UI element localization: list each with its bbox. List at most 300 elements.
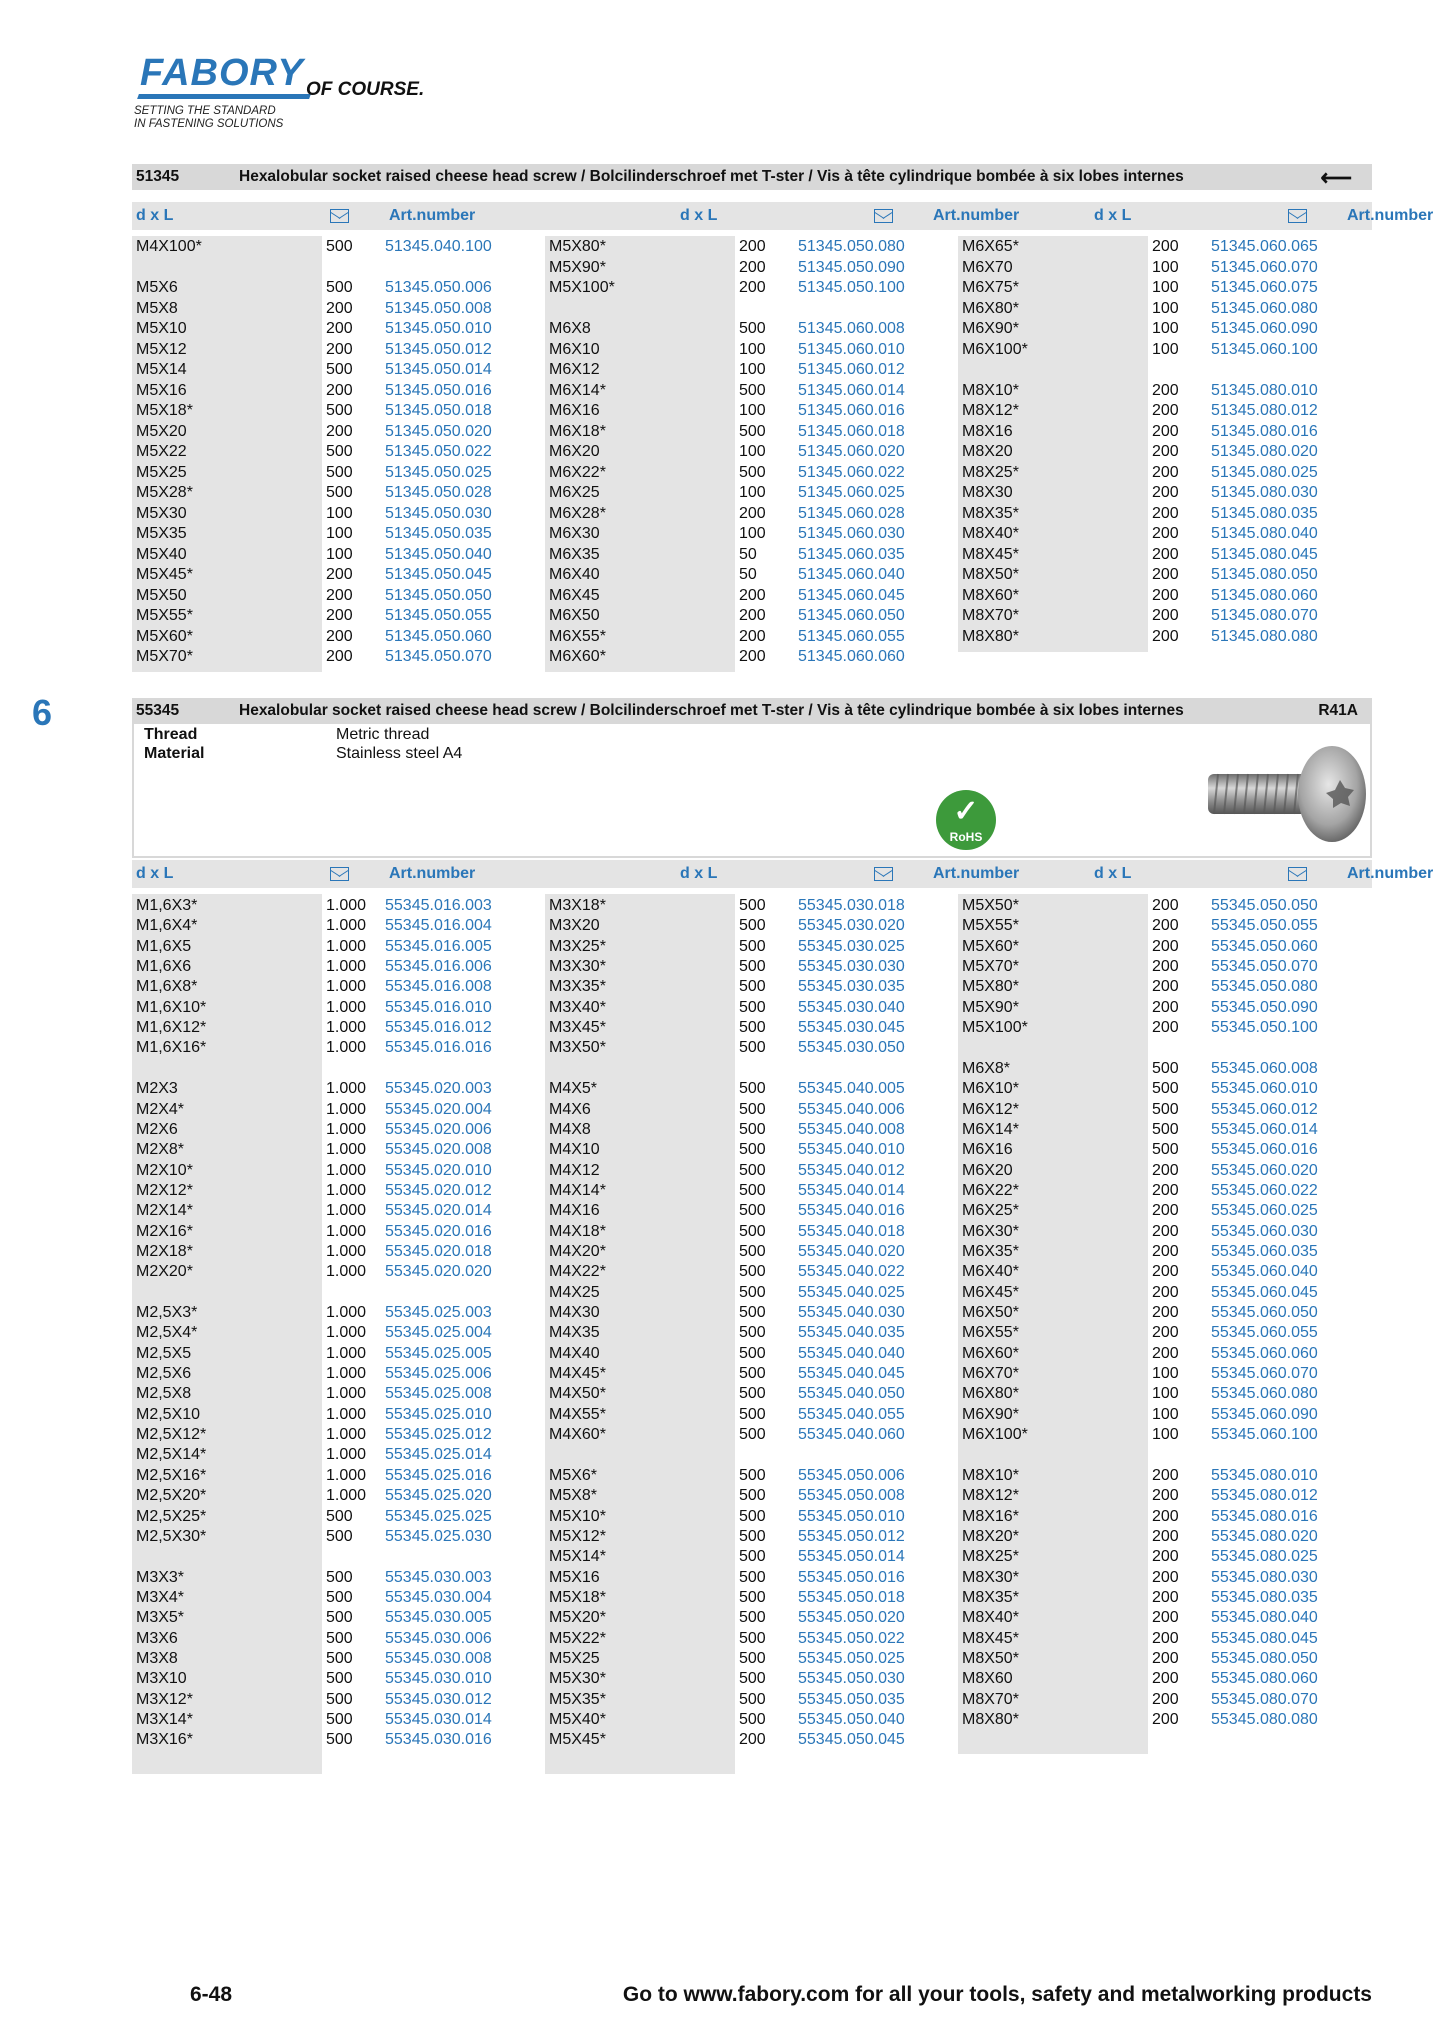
quantity-cell: 1.000 [326, 1263, 367, 1281]
article-number-cell: 51345.060.035 [798, 545, 905, 563]
size-cell: M2X18* [136, 1242, 193, 1260]
size-cell: M6X22* [962, 1181, 1019, 1199]
article-number-cell: 55345.016.005 [385, 937, 492, 955]
size-cell: M5X18* [549, 1588, 606, 1606]
article-number-cell: 51345.050.030 [385, 504, 492, 522]
size-cell: M6X70* [962, 1365, 1019, 1383]
article-number-cell: 51345.050.035 [385, 525, 492, 542]
article-number-cell: 55345.020.014 [385, 1202, 492, 1220]
quantity-cell: 200 [326, 566, 353, 583]
quantity-cell: 500 [739, 1181, 766, 1199]
envelope-icon [330, 867, 349, 881]
size-cell: M2,5X14* [136, 1446, 207, 1464]
size-cell: M8X30* [962, 1568, 1019, 1586]
header-art: Art.number [389, 865, 476, 882]
quantity-cell: 200 [1152, 443, 1179, 460]
article-number-cell: 55345.030.006 [385, 1629, 492, 1647]
size-cell: M6X20 [962, 1161, 1013, 1179]
quantity-cell: 100 [1152, 1405, 1179, 1423]
quantity-cell: 500 [739, 1527, 766, 1545]
size-cell: M6X35 [549, 545, 600, 563]
size-cell: M5X10 [136, 320, 187, 337]
size-cell: M3X50* [549, 1039, 606, 1057]
quantity-cell: 100 [1152, 258, 1179, 276]
quantity-cell: 500 [739, 1568, 766, 1586]
screw-image [1200, 736, 1370, 846]
quantity-cell: 1.000 [326, 1385, 367, 1403]
quantity-cell: 200 [739, 627, 766, 645]
size-cell: M5X30* [549, 1670, 606, 1688]
quantity-cell: 200 [739, 279, 766, 296]
quantity-cell: 100 [739, 340, 766, 358]
size-cell: M5X50 [136, 586, 187, 604]
quantity-cell: 500 [739, 1161, 766, 1179]
quantity-cell: 200 [1152, 1263, 1179, 1281]
article-number-cell: 55345.060.030 [1211, 1222, 1318, 1240]
size-cell: M8X70* [962, 1690, 1019, 1708]
article-number-cell: 55345.025.004 [385, 1324, 492, 1342]
article-number-cell: 55345.030.008 [385, 1649, 492, 1667]
quantity-cell: 200 [1152, 463, 1179, 481]
quantity-cell: 1.000 [326, 978, 367, 996]
size-cell: M8X45* [962, 1629, 1019, 1647]
article-number-cell: 51345.060.025 [798, 484, 905, 501]
size-cell: M2,5X4* [136, 1324, 198, 1342]
size-cell: M5X6* [549, 1466, 598, 1484]
article-number-cell: 55345.016.012 [385, 1019, 492, 1037]
quantity-cell: 500 [739, 998, 766, 1016]
article-number-cell: 51345.080.060 [1211, 586, 1318, 604]
quantity-cell: 200 [1152, 1466, 1179, 1484]
size-cell: M2X6 [136, 1120, 178, 1138]
size-cell: M8X80* [962, 1711, 1019, 1728]
size-cell: M6X45* [962, 1283, 1019, 1301]
size-cell: M5X8 [136, 299, 178, 317]
product-info-box [132, 716, 1372, 858]
header-art: Art.number [933, 207, 1020, 224]
quantity-cell: 100 [739, 525, 766, 542]
article-number-cell: 55345.060.022 [1211, 1181, 1318, 1199]
size-cell: M5X90* [549, 258, 606, 276]
section-51345-column-headers [132, 202, 1434, 230]
article-number-cell: 51345.050.045 [385, 566, 492, 583]
size-cell: M5X20* [549, 1609, 606, 1627]
size-cell: M6X14* [962, 1120, 1019, 1138]
article-number-cell: 55345.025.008 [385, 1385, 492, 1403]
quantity-cell: 500 [739, 320, 766, 337]
size-cell: M1,6X16* [136, 1039, 207, 1057]
article-number-cell: 51345.050.010 [385, 320, 492, 337]
size-cell: M3X6 [136, 1629, 178, 1647]
quantity-cell: 500 [326, 443, 353, 460]
article-number-cell: 55345.030.045 [798, 1019, 905, 1037]
quantity-cell: 100 [1152, 1385, 1179, 1403]
size-cell: M6X55* [962, 1324, 1019, 1342]
article-number-cell: 55345.030.010 [385, 1670, 492, 1688]
article-number-cell: 51345.040.100 [385, 238, 492, 255]
quantity-cell: 1.000 [326, 897, 367, 914]
size-cell: M3X20 [549, 917, 600, 935]
size-cell: M2,5X16* [136, 1466, 207, 1484]
quantity-cell: 200 [1152, 607, 1179, 624]
quantity-cell: 100 [326, 504, 353, 522]
logo-brand: FABORY [140, 52, 304, 94]
article-number-cell: 51345.060.070 [1211, 258, 1318, 276]
quantity-cell: 500 [739, 917, 766, 935]
article-number-cell: 51345.060.040 [798, 566, 905, 583]
quantity-cell: 500 [739, 1405, 766, 1423]
size-cell: M8X20* [962, 1527, 1019, 1545]
quantity-cell: 500 [1152, 1120, 1179, 1138]
article-number-cell: 55345.050.018 [798, 1588, 905, 1606]
quantity-cell: 200 [1152, 627, 1179, 645]
quantity-cell: 1.000 [326, 998, 367, 1016]
size-cell: M2X16* [136, 1222, 193, 1240]
size-cell: M5X100* [962, 1019, 1028, 1037]
size-cell: M5X20 [136, 422, 187, 440]
size-cell: M5X90* [962, 998, 1019, 1016]
quantity-cell: 200 [1152, 504, 1179, 522]
quantity-cell: 200 [326, 299, 353, 317]
article-number-cell: 55345.050.010 [798, 1507, 905, 1525]
article-number-cell: 55345.080.012 [1211, 1487, 1318, 1505]
size-cell: M4X55* [549, 1405, 606, 1423]
size-cell: M5X14* [549, 1548, 606, 1566]
quantity-cell: 200 [739, 504, 766, 522]
size-cell: M5X45* [549, 1731, 606, 1749]
article-number-cell: 55345.050.014 [798, 1548, 905, 1566]
quantity-cell: 200 [1152, 1649, 1179, 1667]
quantity-cell: 200 [1152, 1242, 1179, 1260]
article-number-cell: 51345.060.050 [798, 607, 905, 624]
article-number-cell: 55345.080.045 [1211, 1629, 1318, 1647]
quantity-cell: 1.000 [326, 1039, 367, 1057]
quantity-cell: 500 [326, 1711, 353, 1728]
size-cell: M6X12* [962, 1100, 1019, 1118]
article-number-cell: 55345.030.040 [798, 998, 905, 1016]
size-cell: M4X5* [549, 1080, 598, 1098]
size-cell: M2X20* [136, 1263, 193, 1281]
article-number-cell: 51345.050.080 [798, 238, 905, 255]
size-cell: M1,6X3* [136, 897, 198, 914]
quantity-cell: 200 [1152, 937, 1179, 955]
footer-text: Go to www.fabory.com for all your tools, safety and metalworking products [622, 1983, 1372, 2006]
article-number-cell: 55345.030.005 [385, 1609, 492, 1627]
quantity-cell: 500 [739, 1365, 766, 1383]
size-cell: M6X16 [549, 402, 600, 419]
article-number-cell: 51345.060.055 [798, 627, 905, 645]
quantity-cell: 200 [1152, 1629, 1179, 1647]
size-cell: M6X50 [549, 607, 600, 624]
article-number-cell: 55345.040.008 [798, 1120, 905, 1138]
thread-value: Metric thread [336, 726, 430, 743]
size-cell: M1,6X12* [136, 1019, 207, 1037]
section-code: 55345 [136, 702, 180, 719]
quantity-cell: 500 [739, 897, 766, 914]
size-cell: M8X25* [962, 463, 1019, 481]
size-cell: M4X14* [549, 1181, 606, 1199]
article-number-cell: 51345.060.030 [798, 525, 905, 542]
quantity-cell: 500 [739, 1080, 766, 1098]
article-number-cell: 55345.030.020 [798, 917, 905, 935]
quantity-cell: 100 [326, 525, 353, 542]
article-number-cell: 55345.050.090 [1211, 998, 1318, 1016]
article-number-cell: 55345.060.016 [1211, 1141, 1318, 1159]
size-cell: M8X20 [962, 443, 1013, 460]
size-cell: M6X28* [549, 504, 606, 522]
size-cell: M3X12* [136, 1690, 193, 1708]
article-number-cell: 51345.080.035 [1211, 504, 1318, 522]
quantity-cell: 500 [326, 1629, 353, 1647]
quantity-cell: 200 [739, 648, 766, 665]
thread-label: Thread [144, 726, 198, 743]
size-cell: M2,5X6 [136, 1365, 192, 1383]
size-cell: M2,5X30* [136, 1527, 207, 1545]
quantity-cell: 200 [1152, 1222, 1179, 1240]
article-number-cell: 55345.050.035 [798, 1690, 905, 1708]
article-number-cell: 51345.080.070 [1211, 607, 1318, 624]
quantity-cell: 500 [739, 1588, 766, 1606]
size-cell: M6X45 [549, 586, 600, 604]
quantity-cell: 500 [739, 1039, 766, 1057]
quantity-cell: 200 [326, 648, 353, 665]
article-number-cell: 51345.050.018 [385, 402, 492, 419]
article-number-cell: 55345.040.006 [798, 1100, 905, 1118]
article-number-cell: 55345.016.008 [385, 978, 492, 996]
quantity-cell: 1.000 [326, 958, 367, 976]
quantity-cell: 1.000 [326, 1181, 367, 1199]
size-cell: M4X10 [549, 1141, 600, 1159]
quantity-cell: 500 [326, 402, 353, 419]
quantity-cell: 200 [1152, 1588, 1179, 1606]
size-cell: M2X3 [136, 1080, 178, 1098]
article-number-cell: 55345.050.030 [798, 1670, 905, 1688]
quantity-cell: 500 [739, 1202, 766, 1220]
size-cell: M6X60* [962, 1344, 1019, 1362]
size-cell: M3X3* [136, 1568, 185, 1586]
article-number-cell: 55345.080.060 [1211, 1670, 1318, 1688]
article-number-cell: 51345.050.070 [385, 648, 492, 665]
quantity-cell: 50 [739, 545, 757, 563]
article-number-cell: 55345.020.016 [385, 1222, 492, 1240]
size-cell: M2,5X8 [136, 1385, 192, 1403]
size-cell: M8X60 [962, 1670, 1013, 1688]
size-cell: M8X45* [962, 545, 1019, 563]
size-cell: M4X20* [549, 1242, 606, 1260]
size-cell: M6X40 [549, 566, 600, 583]
article-number-cell: 51345.050.012 [385, 340, 492, 358]
article-number-cell: 55345.040.050 [798, 1385, 905, 1403]
quantity-cell: 100 [1152, 299, 1179, 317]
quantity-cell: 500 [326, 361, 353, 378]
size-cell: M8X35* [962, 1588, 1019, 1606]
size-cell: M8X60* [962, 586, 1019, 604]
quantity-cell: 200 [326, 607, 353, 624]
size-cell: M3X8 [136, 1649, 178, 1667]
quantity-cell: 500 [739, 1304, 766, 1321]
size-cell: M3X35* [549, 978, 606, 996]
article-number-cell: 51345.050.040 [385, 545, 492, 563]
size-cell: M2X14* [136, 1202, 193, 1220]
quantity-cell: 200 [1152, 917, 1179, 935]
article-number-cell: 51345.050.006 [385, 279, 492, 296]
size-cell: M6X100* [962, 340, 1028, 358]
size-cell: M6X8* [962, 1059, 1011, 1077]
quantity-cell: 200 [1152, 1548, 1179, 1566]
quantity-cell: 500 [739, 1141, 766, 1159]
article-number-cell: 55345.060.090 [1211, 1405, 1318, 1423]
size-cell: M6X25 [549, 484, 600, 501]
quantity-cell: 200 [1152, 998, 1179, 1016]
size-cell: M5X28* [136, 484, 193, 501]
quantity-cell: 500 [326, 1670, 353, 1688]
quantity-cell: 100 [739, 361, 766, 378]
quantity-cell: 500 [739, 1242, 766, 1260]
envelope-icon [1288, 209, 1307, 223]
size-cell: M6X10* [962, 1080, 1019, 1098]
quantity-cell: 500 [326, 1568, 353, 1586]
article-number-cell: 51345.060.016 [798, 402, 905, 419]
header-dxl: d x L [1094, 207, 1132, 224]
quantity-cell: 200 [1152, 1344, 1179, 1362]
size-cell: M5X40* [549, 1711, 606, 1728]
quantity-cell: 500 [739, 1019, 766, 1037]
article-number-cell: 55345.025.014 [385, 1446, 492, 1464]
article-number-cell: 51345.060.020 [798, 443, 905, 460]
quantity-cell: 500 [1152, 1059, 1179, 1077]
article-number-cell: 55345.080.070 [1211, 1690, 1318, 1708]
size-cell: M3X25* [549, 937, 606, 955]
header-dxl: d x L [680, 865, 718, 882]
size-cell: M6X18* [549, 422, 606, 440]
quantity-cell: 500 [739, 937, 766, 955]
article-number-cell: 55345.050.022 [798, 1629, 905, 1647]
header-art: Art.number [1347, 865, 1434, 882]
article-number-cell: 51345.050.060 [385, 627, 492, 645]
quantity-cell: 200 [1152, 238, 1179, 255]
article-number-cell: 55345.050.016 [798, 1568, 905, 1586]
article-number-cell: 51345.050.050 [385, 586, 492, 604]
size-cell: M6X70 [962, 258, 1013, 276]
article-number-cell: 55345.040.030 [798, 1304, 905, 1321]
quantity-cell: 200 [1152, 525, 1179, 542]
quantity-cell: 200 [1152, 422, 1179, 440]
quantity-cell: 500 [326, 1527, 353, 1545]
article-number-cell: 55345.040.016 [798, 1202, 905, 1220]
article-number-cell: 55345.050.008 [798, 1487, 905, 1505]
quantity-cell: 200 [1152, 1670, 1179, 1688]
size-cell: M5X6 [136, 279, 178, 296]
article-number-cell: 51345.080.050 [1211, 566, 1318, 583]
size-cell: M2,5X5 [136, 1344, 192, 1362]
size-cell: M8X12* [962, 1487, 1019, 1505]
quantity-cell: 200 [1152, 897, 1179, 914]
quantity-cell: 1.000 [326, 1304, 367, 1321]
article-number-cell: 55345.025.016 [385, 1466, 492, 1484]
article-number-cell: 51345.060.010 [798, 340, 905, 358]
quantity-cell: 500 [739, 1344, 766, 1362]
article-number-cell: 55345.060.100 [1211, 1426, 1318, 1444]
quantity-cell: 100 [1152, 279, 1179, 296]
article-number-cell: 55345.060.045 [1211, 1283, 1318, 1301]
article-number-cell: 51345.060.075 [1211, 279, 1318, 296]
size-cell: M4X30 [549, 1304, 600, 1321]
article-number-cell: 55345.020.004 [385, 1100, 492, 1118]
size-cell: M3X30* [549, 958, 606, 976]
quantity-cell: 500 [739, 1222, 766, 1240]
quantity-cell: 500 [739, 463, 766, 481]
size-cell: M6X50* [962, 1304, 1019, 1321]
article-number-cell: 55345.030.025 [798, 937, 905, 955]
quantity-cell: 200 [326, 422, 353, 440]
size-cell: M6X14* [549, 381, 606, 399]
size-cell: M5X45* [136, 566, 193, 583]
article-number-cell: 55345.040.060 [798, 1426, 905, 1444]
size-cell: M5X35 [136, 525, 187, 542]
article-number-cell: 55345.080.030 [1211, 1568, 1318, 1586]
quantity-cell: 100 [739, 484, 766, 501]
article-number-cell: 55345.025.020 [385, 1487, 492, 1505]
article-number-cell: 55345.030.016 [385, 1731, 492, 1749]
quantity-cell: 200 [1152, 566, 1179, 583]
section-51345-header [132, 164, 1372, 190]
size-cell: M3X45* [549, 1019, 606, 1037]
article-number-cell: 55345.025.003 [385, 1304, 492, 1321]
quantity-cell: 200 [1152, 586, 1179, 604]
quantity-cell: 1.000 [326, 1324, 367, 1342]
header-art: Art.number [389, 207, 476, 224]
article-number-cell: 55345.080.050 [1211, 1649, 1318, 1667]
size-cell: M8X40* [962, 525, 1019, 542]
article-number-cell: 55345.016.016 [385, 1039, 492, 1057]
article-number-cell: 51345.080.030 [1211, 484, 1318, 501]
article-number-cell: 55345.050.040 [798, 1711, 905, 1728]
quantity-cell: 200 [1152, 1161, 1179, 1179]
size-cell: M5X10* [549, 1507, 606, 1525]
article-number-cell: 55345.030.018 [798, 897, 905, 914]
quantity-cell: 500 [739, 1629, 766, 1647]
article-number-cell: 55345.040.025 [798, 1283, 905, 1301]
quantity-cell: 100 [326, 545, 353, 563]
header-dxl: d x L [680, 207, 718, 224]
article-number-cell: 55345.080.016 [1211, 1507, 1318, 1525]
quantity-cell: 200 [1152, 484, 1179, 501]
article-number-cell: 55345.050.025 [798, 1649, 905, 1667]
article-number-cell: 55345.060.040 [1211, 1263, 1318, 1281]
header-dxl: d x L [1094, 865, 1132, 882]
quantity-cell: 1.000 [326, 1446, 367, 1464]
size-cell: M2X4* [136, 1100, 185, 1118]
size-cell: M8X25* [962, 1548, 1019, 1566]
size-cell: M3X16* [136, 1731, 193, 1749]
size-cell: M5X80* [962, 978, 1019, 996]
envelope-icon [874, 867, 893, 881]
size-cell: M4X16 [549, 1202, 600, 1220]
quantity-cell: 200 [1152, 1507, 1179, 1525]
header-art: Art.number [1347, 207, 1434, 224]
quantity-cell: 200 [1152, 958, 1179, 976]
size-cell: M2,5X10 [136, 1405, 201, 1423]
quantity-cell: 100 [1152, 340, 1179, 358]
quantity-cell: 200 [326, 340, 353, 358]
size-cell: M5X80* [549, 238, 606, 255]
article-number-cell: 55345.050.020 [798, 1609, 905, 1627]
size-cell: M5X55* [136, 607, 193, 624]
size-cell: M6X25* [962, 1202, 1019, 1220]
section-code: 51345 [136, 168, 180, 185]
size-cell: M3X18* [549, 897, 606, 914]
arrow-left-icon: ⟵ [1320, 165, 1352, 190]
